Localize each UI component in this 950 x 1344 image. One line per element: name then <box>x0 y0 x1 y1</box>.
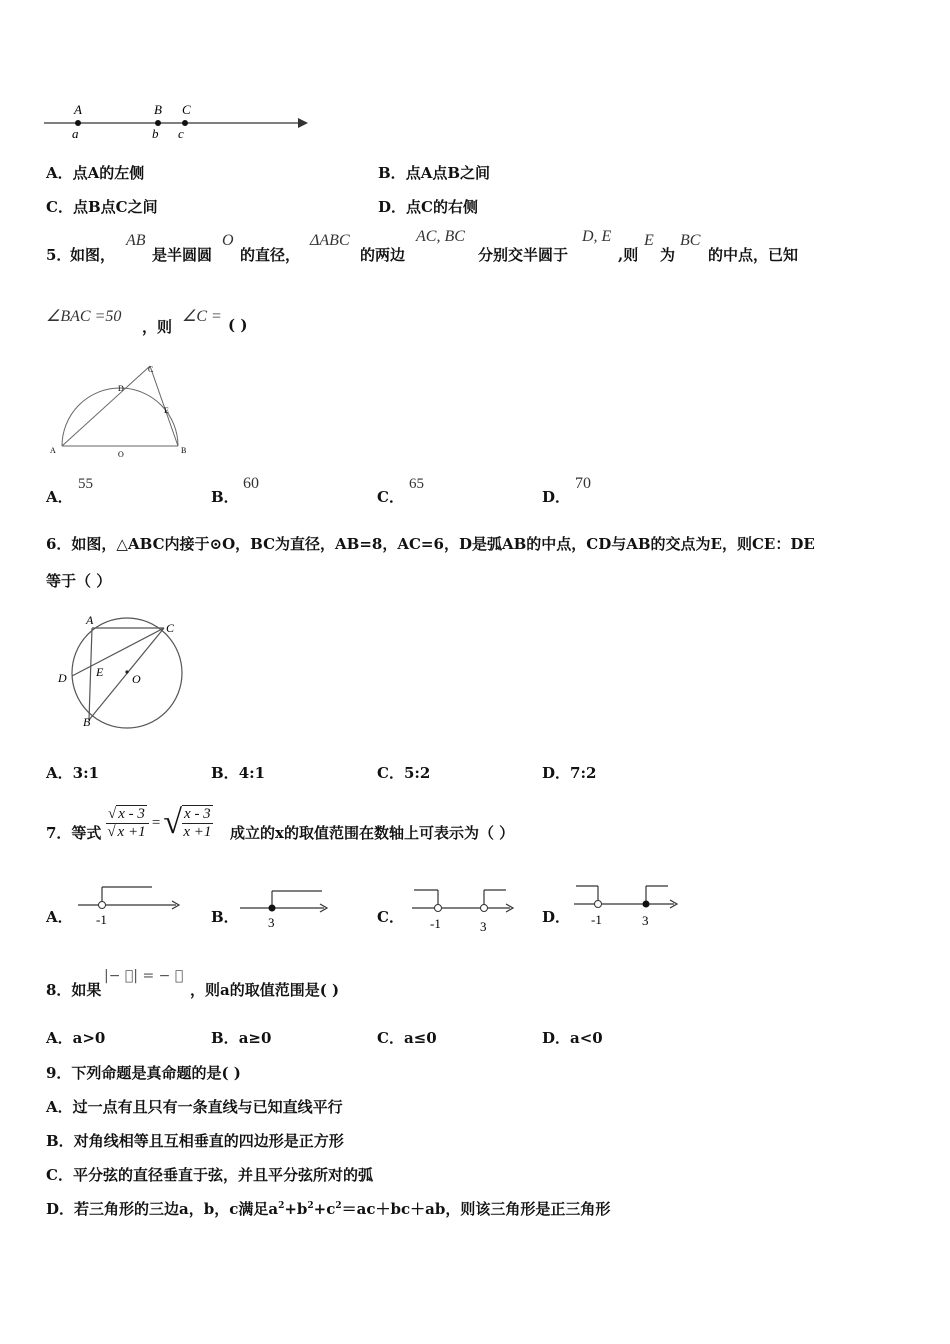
q4-label-C: C <box>182 102 191 117</box>
q7-den2: x +1 <box>183 824 212 840</box>
q6-option-a[interactable]: A．3:1 <box>46 764 100 782</box>
q7-den1: x +1 <box>117 823 146 840</box>
q6-stem-line1: 6．如图，△ABC内接于⊙O，BC为直径，AB=8，AC=6，D是弧AB的中点，CD与AB的交点为E，则CE：DE <box>46 535 815 553</box>
q5-fig-label-C: C <box>148 365 154 374</box>
q8-stem-prefix: 8．如果 <box>46 981 102 999</box>
q8-option-b[interactable]: B．a≥0 <box>211 1029 272 1047</box>
q7-c-label-2: 3 <box>480 919 487 934</box>
q6-fig-label-D: D <box>58 671 67 685</box>
q5-fig-label-D: D <box>118 384 124 393</box>
q4-label-A: A <box>74 102 82 117</box>
q7-option-c[interactable]: C． <box>377 908 404 926</box>
q7-option-a-numberline[interactable] <box>76 880 186 930</box>
q7-option-b[interactable]: B． <box>211 908 239 926</box>
q5-option-c[interactable]: C． <box>377 488 404 506</box>
q9-option-d[interactable]: D．若三角形的三边a，b，c满足$a^2+b^2+c^2=ac+bc+ab$，则该三角形是正三角形 <box>46 1200 611 1218</box>
q7-stem-suffix: 成立的x的取值范围在数轴上可表示为（ ） <box>230 824 515 842</box>
q7-a-label-1: -1 <box>96 912 107 927</box>
q5-semicircle-figure <box>44 358 196 460</box>
q6-fig-label-E: E <box>96 665 104 679</box>
q6-fig-label-O: O <box>132 672 141 686</box>
q8-option-c[interactable]: C．a≤0 <box>377 1029 437 1047</box>
q5-fig-label-A: A <box>50 446 56 455</box>
q4-label-c: c <box>178 126 184 141</box>
q6-option-c[interactable]: C．5:2 <box>377 764 431 782</box>
q4-label-b: b <box>152 126 159 141</box>
q5-option-b-value: 60 <box>243 475 259 492</box>
q7-eq: = <box>151 814 161 831</box>
q8-option-a[interactable]: A．a>0 <box>46 1029 106 1047</box>
q8-option-d[interactable]: D．a<0 <box>542 1029 603 1047</box>
q7-option-a[interactable]: A． <box>46 908 73 926</box>
q7-option-d-numberline[interactable] <box>572 876 684 930</box>
q4-option-b[interactable]: B．点A点B之间 <box>378 164 491 182</box>
q9-option-c[interactable]: C．平分弦的直径垂直于弦，并且平分弦所对的弧 <box>46 1166 373 1184</box>
q7-option-d[interactable]: D． <box>542 908 571 926</box>
q6-fig-label-C: C <box>166 621 175 635</box>
q7-d-label-2: 3 <box>642 913 649 928</box>
q5-fig-label-O: O <box>118 450 124 459</box>
q5-option-c-value: 65 <box>409 476 424 492</box>
q7-num2: x - 3 <box>184 806 211 822</box>
q7-stem-prefix: 7．等式 <box>46 824 102 842</box>
q9-option-a[interactable]: A．过一点有且只有一条直线与已知直线平行 <box>46 1098 343 1116</box>
q7-c-label-1: -1 <box>430 916 441 931</box>
q6-fig-label-A: A <box>86 613 94 627</box>
q9-option-b[interactable]: B．对角线相等且互相垂直的四边形是正方形 <box>46 1132 344 1150</box>
q5-fig-label-B: B <box>181 446 187 455</box>
q5-option-d-value: 70 <box>575 475 591 492</box>
q4-option-d[interactable]: D．点C的右侧 <box>378 198 478 216</box>
q4-label-a: a <box>72 126 79 141</box>
q6-stem-line2: 等于（ ） <box>46 572 112 590</box>
q6-option-b[interactable]: B．4:1 <box>211 764 266 782</box>
q7-option-b-numberline[interactable] <box>238 880 333 930</box>
q6-circle-figure <box>52 608 192 738</box>
q5-option-b[interactable]: B． <box>211 488 239 506</box>
q5-option-a[interactable]: A． <box>46 488 73 506</box>
q5-fig-label-E: E <box>164 406 169 415</box>
q7-b-label-1: 3 <box>268 915 275 930</box>
q7-right-fraction <box>182 805 213 841</box>
q7-equation: $\frac{√ x - 3}{√ x +1}$ = √ $\frac{x - 3}{x +1}$ <box>107 804 212 841</box>
q7-option-c-numberline[interactable] <box>410 880 520 934</box>
q7-num1: x - 3 <box>118 805 145 822</box>
q6-option-d[interactable]: D．7:2 <box>542 764 597 782</box>
q8-stem-suffix: ，则a的取值范围是( ) <box>190 981 340 999</box>
q8-formula: |− ⃞| = − ⃞ <box>104 968 184 984</box>
q5-option-a-value: 55 <box>78 476 93 492</box>
q4-option-a[interactable]: A．点A的左侧 <box>46 164 145 182</box>
q5-option-d[interactable]: D． <box>542 488 571 506</box>
q4-label-B: B <box>154 102 162 117</box>
q6-fig-label-B: B <box>83 715 91 729</box>
q7-left-fraction: $\frac{√ x - 3}{√ x +1}$ <box>106 806 149 841</box>
q4-number-line-figure <box>40 98 315 146</box>
q4-option-c[interactable]: C．点B点C之间 <box>46 198 158 216</box>
q7-d-label-1: -1 <box>591 912 602 927</box>
q9-stem: 9．下列命题是真命题的是( ) <box>46 1064 241 1082</box>
